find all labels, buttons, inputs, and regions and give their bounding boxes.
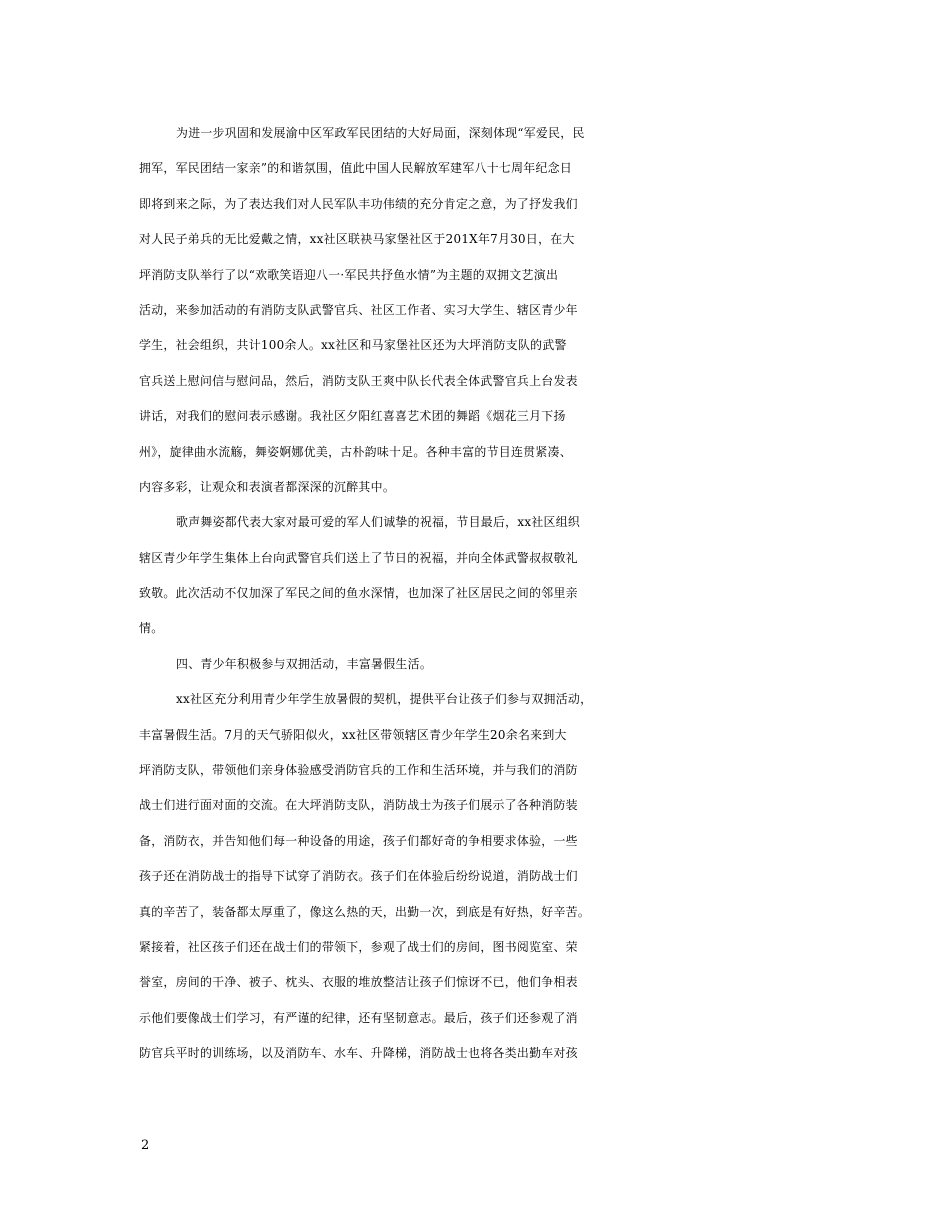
text-line: 战士们进行面对面的交流。在大坪消防支队，消防战士为孩子们展示了各种消防装 <box>139 798 578 813</box>
text-line: 紧接着，社区孩子们还在战士们的带领下，参观了战士们的房间，图书阅览室、荣 <box>139 939 578 954</box>
text-line: 示他们要像战士们学习，有严谨的纪律，还有坚韧意志。最后，孩子们还参观了消 <box>139 1010 578 1025</box>
text-line: 对人民子弟兵的无比爱戴之情，xx社区联袂马家堡社区于201X年7月30日，在大 <box>139 232 575 247</box>
text-line: 内容多彩，让观众和表演者都深深的沉醉其中。 <box>139 479 396 494</box>
text-line: 防官兵平时的训练场，以及消防车、水车、升降梯，消防战士也将各类出勤车对孩 <box>139 1046 578 1061</box>
text-line: 活动，来参加活动的有消防支队武警官兵、社区工作者、实习大学生、辖区青少年 <box>139 302 578 317</box>
text-line: 四、青少年积极参与双拥活动，丰富暑假生活。 <box>176 656 433 671</box>
text-line: 即将到来之际，为了表达我们对人民军队丰功伟绩的充分肯定之意，为了抒发我们 <box>139 196 578 211</box>
text-line: 官兵送上慰问信与慰问品，然后，消防支队王爽中队长代表全体武警官兵上台发表 <box>139 373 578 388</box>
text-line: 坪消防支队举行了以“欢歌笑语迎八一·军民共抒鱼水情”为主题的双拥文艺演出 <box>139 267 559 282</box>
text-line: 为进一步巩固和发展渝中区军政军民团结的大好局面，深刻体现“军爱民，民 <box>176 126 585 140</box>
text-line: 备，消防衣，并告知他们每一种设备的用途，孩子们都好奇的争相要求体验，一些 <box>139 833 578 848</box>
text-line: 真的辛苦了，装备都太厚重了，像这么热的天，出勤一次，到底是有好热，好辛苦。 <box>139 904 591 919</box>
text-line: 丰富暑假生活。7月的天气骄阳似火，xx社区带领辖区青少年学生20余名来到大 <box>139 727 567 742</box>
text-line: 誉室，房间的干净、被子、枕头、衣服的堆放整洁让孩子们惊讶不已，他们争相表 <box>139 975 578 990</box>
text-line: 致敬。此次活动不仅加深了军民之间的鱼水深情，也加深了社区居民之间的邻里亲 <box>139 586 578 601</box>
text-line: 情。 <box>139 621 164 636</box>
text-line: 坪消防支队，带领他们亲身体验感受消防官兵的工作和生活环境，并与我们的消防 <box>139 763 578 778</box>
text-line: 拥军，军民团结一家亲”的和谐氛围，值此中国人民解放军建军八十七周年纪念日 <box>139 161 573 176</box>
page-number: 2 <box>141 1138 150 1153</box>
text-line: 孩子还在消防战士的指导下试穿了消防衣。孩子们在体验后纷纷说道，消防战士们 <box>139 869 578 884</box>
text-line: 辖区青少年学生集体上台向武警官兵们送上了节日的祝福，并向全体武警叔叔敬礼 <box>139 550 578 565</box>
text-line: xx社区充分利用青少年学生放暑假的契机，提供平台让孩子们参与双拥活动， <box>176 692 593 707</box>
document-body <box>139 116 839 1072</box>
text-line: 讲话，对我们的慰问表示感谢。我社区夕阳红喜喜艺术团的舞蹈《烟花三月下扬 <box>139 409 566 424</box>
text-line: 学生，社会组织，共计100余人。xx社区和马家堡社区还为大坪消防支队的武警 <box>139 338 567 353</box>
text-line: 歌声舞姿都代表大家对最可爱的军人们诚挚的祝福，节目最后，xx社区组织 <box>176 515 581 530</box>
text-line: 州》，旋律曲水流觞，舞姿婀娜优美，古朴韵味十足。各种丰富的节目连贯紧凑、 <box>139 444 572 459</box>
